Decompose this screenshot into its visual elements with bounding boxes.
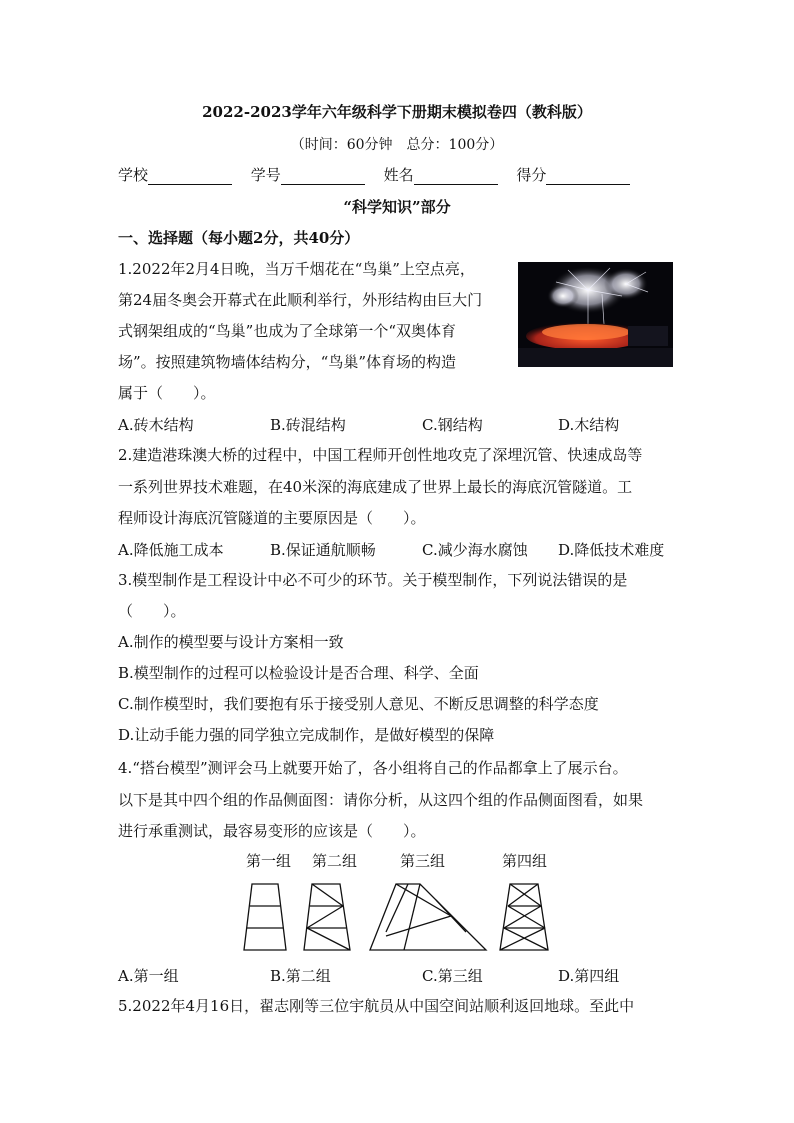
q3-option-a: A.制作的模型要与设计方案相一致: [118, 633, 344, 651]
q4-option-b: B.第二组: [270, 967, 331, 985]
exam-subtitle: （时间：60分钟 总分：100分）: [290, 137, 504, 153]
q1-line-3: 式钢架组成的“鸟巢”也成为了全球第一个“双奥体育: [118, 322, 457, 340]
name-label: 姓名: [383, 166, 414, 184]
number-blank: [281, 168, 365, 185]
score-label: 得分: [516, 166, 547, 184]
score-blank: [546, 168, 630, 185]
q4-line-1: 4.“搭台模型”测评会马上就要开始了，各小组将自己的作品都拿上了展示台。: [118, 759, 628, 777]
birds-nest-fireworks-photo: [518, 262, 673, 367]
q1-option-a: A.砖木结构: [118, 416, 194, 434]
q2-option-d: D.降低技术难度: [558, 541, 665, 559]
student-info-row: [118, 164, 644, 185]
school-blank: [148, 168, 232, 185]
number-label: 学号: [250, 166, 281, 184]
q2-line-2: 一系列世界技术难题，在40米深的海底建成了世界上最长的海底沉管隧道。工: [118, 478, 633, 496]
q5-line-1: 5.2022年4月16日，翟志刚等三位宇航员从中国空间站顺利返回地球。至此中: [118, 997, 635, 1015]
part1-heading: 一、选择题（每小题2分，共40分）: [118, 229, 360, 247]
tower-group-1: [244, 884, 286, 950]
group-4-label: 第四组: [502, 852, 548, 870]
q4-option-c: C.第三组: [422, 967, 483, 985]
exam-title: 2022-2023学年六年级科学下册期末模拟卷四（教科版）: [202, 103, 592, 121]
q2-option-a: A.降低施工成本: [118, 541, 224, 559]
section-title: “科学知识”部分: [343, 198, 451, 216]
tower-models-diagram: [236, 876, 556, 956]
q3-line-2: （ ）。: [118, 602, 186, 620]
fireworks-image: [518, 262, 673, 367]
q1-option-b: B.砖混结构: [270, 416, 346, 434]
group-3-label: 第三组: [400, 852, 446, 870]
q3-option-d: D.让动手能力强的同学独立完成制作，是做好模型的保障: [118, 726, 495, 744]
q3-line-1: 3.模型制作是工程设计中必不可少的环节。关于模型制作，下列说法错误的是: [118, 571, 628, 589]
q3-option-b: B.模型制作的过程可以检验设计是否合理、科学、全面: [118, 664, 479, 682]
tower-group-2: [304, 884, 350, 950]
tower-group-3: [370, 884, 486, 950]
q2-option-c: C.减少海水腐蚀: [422, 541, 528, 559]
q1-line-5: 属于（ ）。: [118, 384, 216, 402]
q1-line-2: 第24届冬奥会开幕式在此顺利举行，外形结构由巨大门: [118, 291, 483, 309]
group-2-label: 第二组: [312, 852, 358, 870]
q1-option-c: C.钢结构: [422, 416, 483, 434]
q1-line-1: 1.2022年2月4日晚，当万千烟花在“鸟巢”上空点亮，: [118, 260, 475, 278]
q1-line-4: 场”。按照建筑物墙体结构分，“鸟巢”体育场的构造: [118, 353, 457, 371]
q4-line-2: 以下是其中四个组的作品侧面图：请你分析，从这四个组的作品侧面图看，如果: [118, 791, 644, 809]
school-label: 学校: [118, 166, 149, 184]
school-field: [118, 164, 232, 185]
tower-group-4: [500, 884, 548, 950]
q2-line-1: 2.建造港珠澳大桥的过程中，中国工程师开创性地攻克了深埋沉管、快速成岛等: [118, 446, 643, 464]
name-field: [384, 164, 498, 185]
name-blank: [414, 168, 498, 185]
q1-option-d: D.木结构: [558, 416, 620, 434]
q3-option-c: C.制作模型时，我们要抱有乐于接受别人意见、不断反思调整的科学态度: [118, 695, 599, 713]
q4-option-d: D.第四组: [558, 967, 620, 985]
q2-line-3: 程师设计海底沉管隧道的主要原因是（ ）。: [118, 509, 426, 527]
score-field: [516, 164, 630, 185]
group-1-label: 第一组: [246, 852, 292, 870]
q2-option-b: B.保证通航顺畅: [270, 541, 376, 559]
q4-option-a: A.第一组: [118, 967, 179, 985]
number-field: [251, 164, 365, 185]
q4-line-3: 进行承重测试，最容易变形的应该是（ ）。: [118, 822, 426, 840]
